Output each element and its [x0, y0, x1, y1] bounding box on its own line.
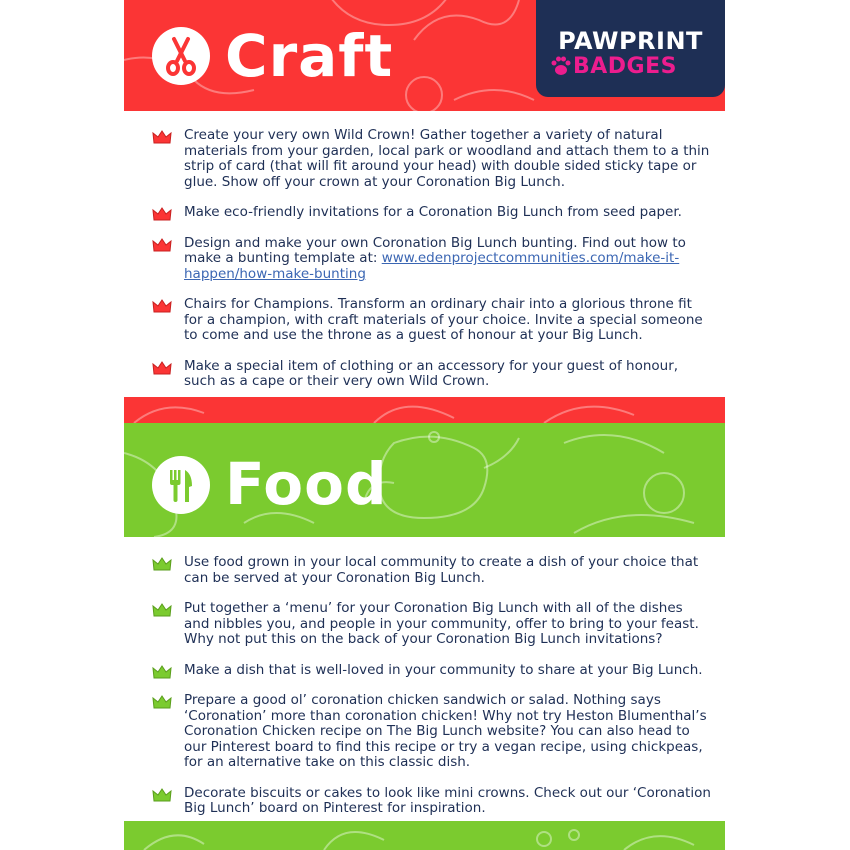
- craft-item: [152, 205, 712, 221]
- food-item: [152, 555, 712, 586]
- craft-item: [152, 236, 712, 283]
- crown-icon: [152, 665, 172, 679]
- food-item: [152, 663, 712, 679]
- crown-icon: [152, 557, 172, 571]
- food-footer-band: [124, 821, 725, 850]
- crown-icon: [152, 361, 172, 375]
- craft-item: [152, 128, 712, 190]
- teapot-pattern-decoration: [124, 423, 725, 537]
- craft-item-text: Chairs for Champions. Transform an ordinary chair into a glorious throne fit for a champion, with craft materials of your choice. Invite a special someone to come and use the throne as a guest of honour at your Big Lunch.: [184, 296, 703, 343]
- crown-icon: [152, 603, 172, 617]
- craft-item-text: Create your very own Wild Crown! Gather together a variety of natural materials from your garden, local park or woodland and attach them to a thin strip of card (that will fit around your head) with double sided sticky tape or glue. Show off your crown at your Coronation Big Lunch.: [184, 127, 710, 190]
- craft-item: [152, 359, 712, 390]
- food-item: [152, 786, 712, 817]
- craft-item-text: Design and make your own Coronation Big Lunch bunting. Find out how to make a bunting template at:: [184, 234, 686, 266]
- food-item-text: Decorate biscuits or cakes to look like mini crowns. Check out our ‘Coronation Big Lunch’ board on Pinterest for inspiration.: [184, 784, 711, 816]
- food-item-text: Use food grown in your local community to create a dish of your choice that can be served at your Coronation Big Lunch.: [184, 554, 699, 586]
- paw-icon: [550, 55, 572, 77]
- craft-item: [152, 297, 712, 344]
- logo-text-badges: BADGES: [573, 54, 677, 79]
- crown-icon: [152, 130, 172, 144]
- teapot-pattern-decoration: [124, 821, 725, 850]
- crown-icon: [152, 238, 172, 252]
- teapot-pattern-decoration: [124, 397, 725, 423]
- food-activity-list: [152, 555, 712, 832]
- craft-title: Craft: [225, 22, 394, 90]
- food-title: Food: [225, 450, 388, 518]
- crown-icon: [152, 695, 172, 709]
- fork-knife-icon: [152, 456, 210, 514]
- pawprint-badges-logo: [536, 0, 725, 97]
- crown-icon: [152, 207, 172, 221]
- food-item-text: Prepare a good ol’ coronation chicken sandwich or salad. Nothing says ‘Coronation’ more than coronation chicken! Why not try Heston Blumenthal’s Coronation Chicken recipe on The Big Lunch website? You can also head to our Pinterest board to find this recipe or try a vegan recipe, using chickpeas, for an alternative take on this classic dish.: [184, 692, 707, 770]
- food-item-text: Put together a ‘menu’ for your Coronation Big Lunch with all of the dishes and nibbles you, and people in your community, offer to bring to your feast. Why not put this on the back of your Coronation Big Lunch invitations?: [184, 600, 699, 647]
- logo-text-pawprint: PAWPRINT: [558, 27, 703, 55]
- food-header-band: [124, 423, 725, 537]
- craft-activity-list: [152, 128, 712, 405]
- bunting-template-link[interactable]: www.edenprojectcommunities.com/make-it-happen/how-make-bunting: [184, 250, 680, 282]
- badge-sheet: [124, 0, 725, 850]
- craft-item-text: Make a special item of clothing or an accessory for your guest of honour, such as a cape or their very own Wild Crown.: [184, 357, 679, 389]
- scissors-icon: [152, 27, 210, 85]
- craft-footer-band: [124, 397, 725, 423]
- crown-icon: [152, 788, 172, 802]
- food-item: [152, 693, 712, 771]
- craft-header-band: [124, 0, 725, 111]
- food-item: [152, 601, 712, 648]
- crown-icon: [152, 299, 172, 313]
- craft-item-text: Make eco-friendly invitations for a Coronation Big Lunch from seed paper.: [184, 204, 682, 220]
- food-item-text: Make a dish that is well-loved in your community to share at your Big Lunch.: [184, 661, 703, 678]
